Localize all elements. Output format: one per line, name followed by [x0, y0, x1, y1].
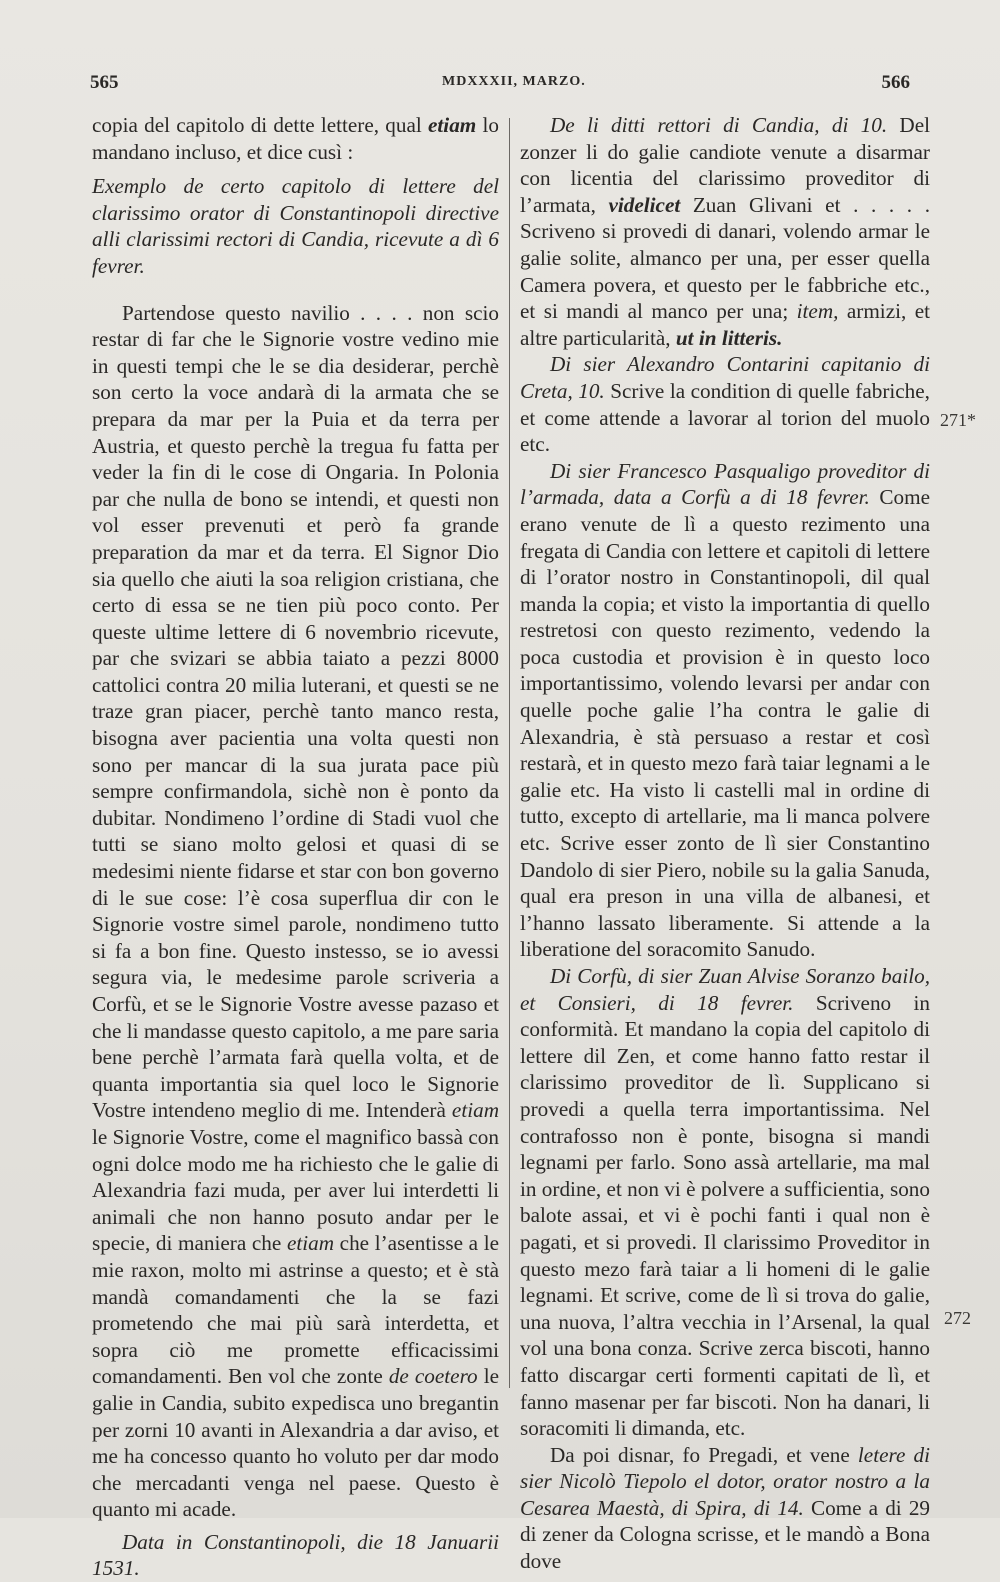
- entry-heading: Di sier Francesco Pasqualigo proveditor di l’armada, data a Corfù a di 18 fevrer.: [520, 458, 930, 510]
- paragraph: [520, 1442, 930, 1575]
- text-run: lo mandano incluso, et dice cusì :: [92, 113, 499, 164]
- page-number-left: 565: [90, 72, 119, 93]
- section-heading: Exemplo de certo capitolo di lettere del clarissimo orator di Constantinopoli directive alli clarissimi rectori di Candia, ricevute a dì 6 fevrer.: [92, 174, 499, 278]
- emphasis-text: etiam: [428, 113, 477, 137]
- text-run: armizi, et altre particularità,: [520, 299, 930, 350]
- emphasis-text: de coetero: [388, 1364, 478, 1389]
- text-run: Partendose questo navilio . . . . non scio restar di far che le Signorie vostre vedino mie in questi tempi che le se dia desiderar, perchè son certo la voce andarà di la armata che se prepara da mar per la Puia et da terra per Austria, et questo perchè la tregua fu fatta per veder la fin di le cose di Ongaria. In Polonia par che nulla de bono se intendi, et questi non vol esser prevenuti et però fa grande preparation da mar et da terra. El Signor Dio sia quello che aiuti la soa religion cristiana, che certo di essa se ne tien più poco conto. Per queste ultime lettere di 6 novembrio ricevute, par che svizari se abbia taiato a pezzi 8000 cattolici contra 20 milia luterani, et questi se ne traze gran piacer, perchè tanto manco resta, bisogna aver pacientia una volta questi non sono per mancar di la sua jurata pace più sempre confirmandola, sichè non è ponto da dubitar. Nondimeno l’ordine di Stadi vuol che tutti se siano molto gelosi et quasi di se medesimi niente fidarse et star con bon governo di le sue cose: l’è cosa superflua dir con le Signorie vostre simel parole, nondimeno tutto si fa a bon fine. Questo instesso, se io avessi segura via, le medesime parole scriveria a Corfù, et se le Signorie Vostre avesse pazaso et che li mandasse questo capitolo, a me pare saria bene perchè l’armata farà quella volta, et de quanta importantia sia quel loco le Signorie Vostre intendeno meglio di me. Intenderà: [92, 300, 499, 1123]
- text-run: Da poi disnar, fo Pregadi, et vene: [550, 1442, 858, 1467]
- right-column: [520, 112, 930, 1575]
- running-title: MDXXXII, MARZO.: [442, 74, 586, 89]
- paragraph: [92, 112, 499, 165]
- text-run: Scrive la condition di quelle fabriche, et come attende a lavorar al torion del muolo etc.: [520, 378, 930, 457]
- entry-heading: De li ditti rettori di Candia, di 10.: [550, 113, 888, 137]
- paragraph: [92, 300, 499, 1523]
- paragraph: [520, 351, 930, 457]
- text-run: Come a di 29 di zener da Cologna scrisse, et le mandò a Bona dove: [520, 1495, 931, 1574]
- text-run: le galie in Candia, subito expedisca uno bregantin per zorni 10 avanti in Alexandria a dar aviso, et me ha concesso quanto ho voluto per dar modo che mercadanti venga nel paese. Questo è quanto mi acade.: [92, 1364, 499, 1522]
- text-run: Zuan Glivani et . . . . . Scriveno si provedi di danari, volendo armar le galie solite, almanco per una, per esser quella Camera povera, et questo per le fabbriche etc., et si mandi al manco per una;: [520, 192, 930, 324]
- text-run: le Signorie Vostre, come el magnifico bassà con ogni dolce modo me ha richiesto che le galie di Alexandria fazi muda, per aver lui interdetti li animali che non hanno posuto andar per le specie, di maniera che: [92, 1124, 499, 1256]
- emphasis-text: ut in litteris.: [675, 325, 783, 350]
- running-header: [90, 72, 910, 106]
- paragraph: [520, 112, 930, 351]
- text-run: Del zonzer li do galie candiote venute a disarmar con licentia del clarissimo proveditor di l’armata,: [520, 113, 931, 217]
- entry-heading: Di sier Alexandro Contarini capitanio di Creta, 10.: [520, 352, 930, 403]
- entry-heading: letere di sier Nicolò Tiepolo el dotor, orator nostro a la Cesarea Maestà, di Spira, di 14.: [520, 1442, 930, 1520]
- entry-heading: Di Corfù, di sier Zuan Alvise Soranzo bailo, et Consieri, di 18 fevrer.: [520, 964, 930, 1015]
- emphasis-text: item,: [796, 299, 839, 324]
- paragraph: [520, 963, 930, 1442]
- emphasis-text: etiam: [451, 1098, 499, 1123]
- emphasis-text: videlicet: [608, 192, 681, 217]
- emphasis-text: etiam: [286, 1231, 335, 1256]
- paragraph: [520, 458, 930, 963]
- page-number-right: 566: [881, 72, 910, 93]
- text-run: copia del capitolo di dette lettere, qual: [92, 113, 429, 137]
- margin-note: 271*: [940, 410, 976, 430]
- date-line: Data in Constantinopoli, die 18 Januarii 1531.: [92, 1529, 499, 1581]
- margin-note: 272: [944, 1308, 971, 1328]
- text-run: Scriveno in conformità. Et mandano la copia del capitolo di lettere dil Zen, et come hanno fatto restar il clarissimo proveditor de lì. Supplicano si provedi a quella terra importantissima. Nel contrafosso non è ponte, bisogna si mandi legnami per farlo. Sono assà artellarie, ma mal in ordine, et non vi è polvere a sufficientia, sono balote assai, et vi è pochi fanti i qual non è pagati, et si provedi. Il clarissimo Proveditor in questo mezo farà taiar a li homeni di le galie legnami. Et scrive, come de lì si trova do galie, una nuova, l’altra vecchia in l’Arsenal, la qual vol una bona conza. Scrive zerca biscoti, hanno fatto discargar certi formenti capitati de lì, et fanno masenar per far biscoti. Non ha danari, li soracomiti li dimanda, etc.: [520, 990, 930, 1441]
- text-run: che l’asentisse a le mie raxon, molto mi astrinse a questo; et è stà mandà comandamenti che la se fazi prometendo che mai più sarà interdetta, et sopra ciò me promette efficacissimi comandamenti. Ben vol che zonte: [92, 1231, 499, 1389]
- text-run: Come erano venute de lì a questo rezimento una fregata di Candia con lettere et capitoli di lettere di l’orator nostro in Constantinopoli, dil qual manda la copia; et visto la importantia di quello restretosi con questo rezimento, vedendo la poca custodia et provision è in questo loco importantissimo, volendo levarsi per andar con quelle poche galie l’ha contra le galie di Alexandria, è stà persuaso a restar et così restarà, et in questo mezo farà taiar legnami a le galie etc. Ha visto li castelli mal in ordine di tutto, excepto di artellarie, ma li manca polvere etc. Scrive esser zonto de lì sier Constantino Dandolo di sier Piero, nobile su la galia Sanuda, qual era preson in una villa de albanesi, et l’hanno lassato liberamente. Si attende a la liberatione del soracomito Sanudo.: [520, 485, 930, 962]
- left-column: [92, 112, 499, 1582]
- column-divider: [509, 118, 510, 1388]
